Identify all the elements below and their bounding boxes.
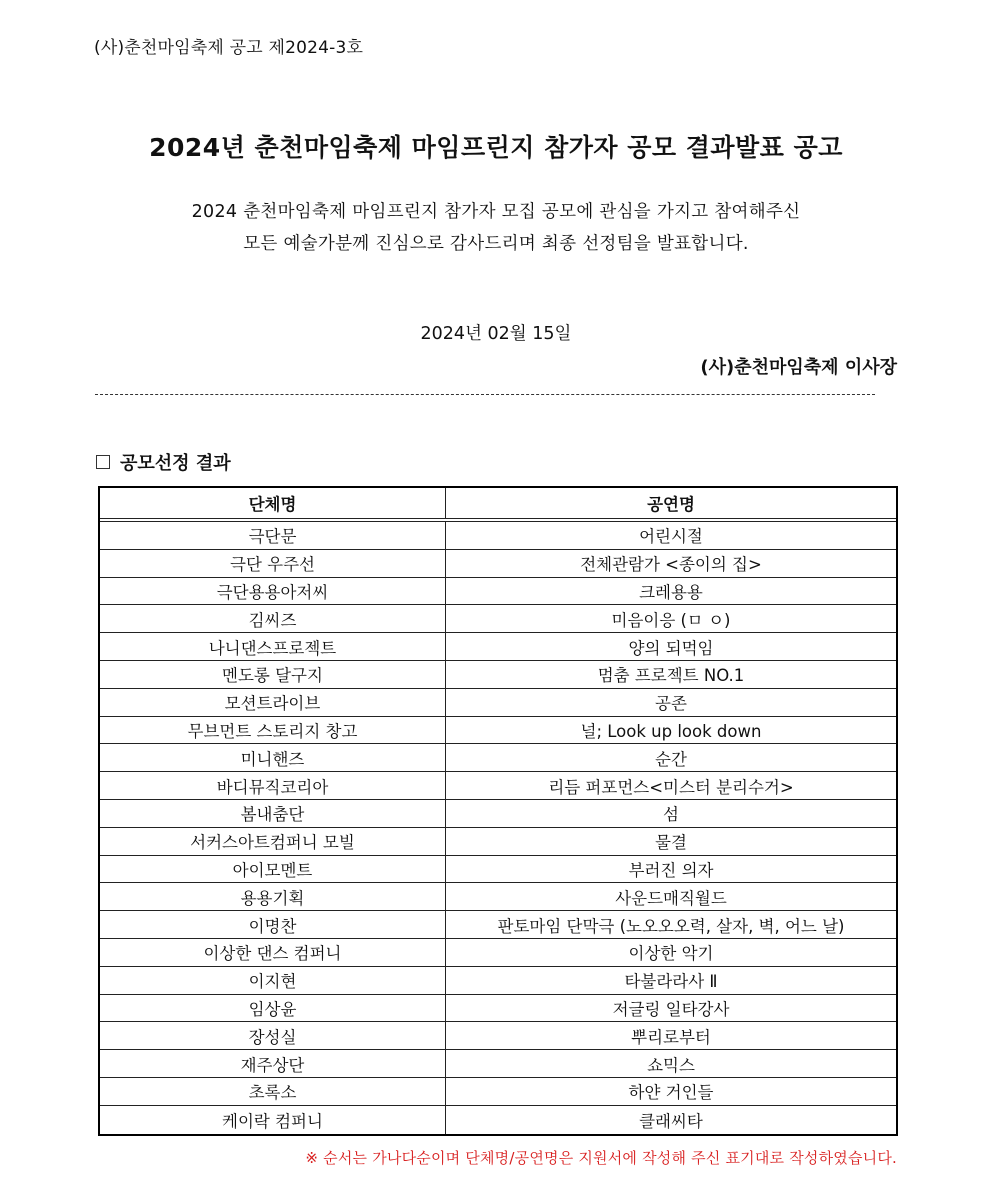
team-name-cell: 봄내춤단 <box>100 800 446 827</box>
performance-title-cell: 타불라라사 Ⅱ <box>624 972 718 992</box>
table-row <box>100 911 896 939</box>
performance-title-cell: 하얀 거인들 <box>628 1083 714 1103</box>
performance-title-cell: 순간 <box>655 749 687 769</box>
team-name-cell: 이지현 <box>100 967 446 994</box>
team-name-cell: 모션트라이브 <box>100 689 446 716</box>
footnote: ※ 순서는 가나다순이며 단체명/공연명은 지원서에 작성해 주신 표기대로 작성하였습니다. <box>305 1149 897 1167</box>
section-heading <box>96 449 231 475</box>
table-row <box>100 1078 896 1106</box>
performance-title-cell: 리듬 퍼포먼스<미스터 분리수거> <box>548 777 794 797</box>
team-name-cell: 극단 우주선 <box>100 550 446 577</box>
performance-title-cell: 양의 되먹임 <box>628 638 714 658</box>
performance-title-cell: 섬 <box>663 805 679 825</box>
team-name-cell: 미니핸즈 <box>100 744 446 771</box>
team-name-cell: 아이모멘트 <box>100 856 446 883</box>
team-name-cell: 재주상단 <box>100 1050 446 1077</box>
performance-title-cell: 부러진 의자 <box>628 860 714 880</box>
table-row <box>100 1022 896 1050</box>
table-row <box>100 828 896 856</box>
team-name-cell: 이상한 댄스 컴퍼니 <box>100 939 446 966</box>
table-row <box>100 717 896 745</box>
table-row <box>100 744 896 772</box>
performance-title-cell: 멈춤 프로젝트 NO.1 <box>597 666 745 686</box>
intro-text-line-1: 2024 춘천마임축제 마임프린지 참가자 모집 공모에 관심을 가지고 참여해주신 <box>191 202 801 222</box>
table-row <box>100 856 896 884</box>
performance-title-cell: 판토마임 단막극 (노오오오력, 살자, 벽, 어느 날) <box>497 916 845 936</box>
team-name-cell: 이명찬 <box>100 911 446 938</box>
team-name-cell: 케이락 컴퍼니 <box>100 1106 446 1134</box>
performance-title-cell: 공존 <box>655 694 687 714</box>
performance-title-cell: 저글링 일타강사 <box>612 999 730 1019</box>
table-row <box>100 939 896 967</box>
performance-title-cell: 어린시절 <box>639 527 703 547</box>
performance-title-cell: 널; Look up look down <box>580 721 762 741</box>
team-name-cell: 장성실 <box>100 1022 446 1049</box>
team-name-cell: 김씨즈 <box>100 605 446 632</box>
performance-title-cell: 이상한 악기 <box>628 944 714 964</box>
team-name-cell: 용용기획 <box>100 883 446 910</box>
issuer-signature: (사)춘천마임축제 이사장 <box>700 357 897 378</box>
performance-title-cell: 쇼믹스 <box>647 1055 695 1075</box>
team-name-cell: 서커스아트컴퍼니 모빌 <box>100 828 446 855</box>
performance-title-cell: 뿌리로부터 <box>631 1027 711 1047</box>
table-row <box>100 1106 896 1134</box>
table-row <box>100 800 896 828</box>
table-header-row <box>100 488 896 522</box>
table-row <box>100 1050 896 1078</box>
table-row <box>100 689 896 717</box>
table-row <box>100 550 896 578</box>
column-header-performance: 공연명 <box>647 495 695 514</box>
table-row <box>100 578 896 606</box>
table-row <box>100 883 896 911</box>
table-row <box>100 661 896 689</box>
team-name-cell: 극단용용아저씨 <box>100 578 446 605</box>
column-header-team: 단체명 <box>100 488 446 518</box>
announcement-number: (사)춘천마임축제 공고 제2024-3호 <box>94 38 364 58</box>
intro-text-line-2: 모든 예술가분께 진심으로 감사드리며 최종 선정팀을 발표합니다. <box>243 234 749 254</box>
results-table <box>98 486 898 1136</box>
table-row <box>100 522 896 550</box>
performance-title-cell: 크레용용 <box>639 582 703 602</box>
checkbox-bullet-icon <box>96 455 110 469</box>
table-row <box>100 772 896 800</box>
section-heading-label: 공모선정 결과 <box>120 453 231 474</box>
announcement-date: 2024년 02월 15일 <box>420 324 572 344</box>
performance-title-cell: 미음이응 (ㅁ ㅇ) <box>611 610 731 630</box>
team-name-cell: 바디뮤직코리아 <box>100 772 446 799</box>
table-row <box>100 967 896 995</box>
team-name-cell: 멘도롱 달구지 <box>100 661 446 688</box>
team-name-cell: 나니댄스프로젝트 <box>100 633 446 660</box>
page-title: 2024년 춘천마임축제 마임프린지 참가자 공모 결과발표 공고 <box>149 133 843 162</box>
dashed-divider <box>95 394 875 395</box>
team-name-cell: 임상윤 <box>100 995 446 1022</box>
performance-title-cell: 사운드매직월드 <box>615 888 727 908</box>
performance-title-cell: 물결 <box>655 833 687 853</box>
performance-title-cell: 클래씨타 <box>639 1111 703 1131</box>
table-row <box>100 633 896 661</box>
table-row <box>100 605 896 633</box>
performance-title-cell: 전체관람가 <종이의 집> <box>580 555 762 575</box>
team-name-cell: 무브먼트 스토리지 창고 <box>100 717 446 744</box>
team-name-cell: 초록소 <box>100 1078 446 1105</box>
team-name-cell: 극단문 <box>100 522 446 549</box>
table-row <box>100 995 896 1023</box>
